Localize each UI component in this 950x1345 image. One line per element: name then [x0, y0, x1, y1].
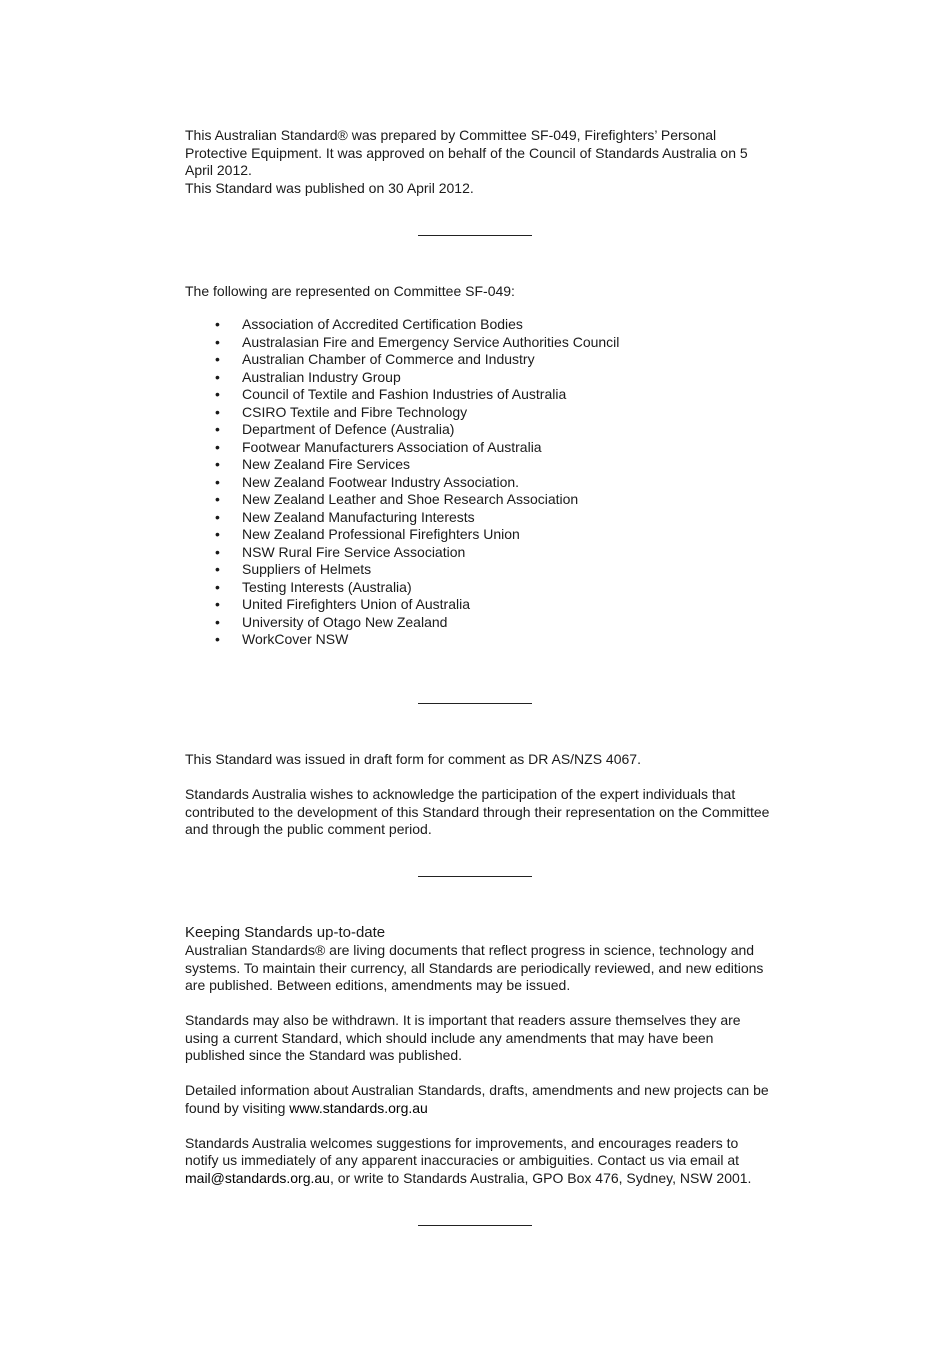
website-link[interactable]: www.standards.org.au	[289, 1099, 428, 1116]
list-item: • Council of Textile and Fashion Industries of Australia	[185, 386, 775, 404]
list-item: • New Zealand Fire Services	[185, 456, 775, 474]
divider	[418, 703, 532, 704]
keeping-section	[185, 924, 775, 1187]
list-item: • Testing Interests (Australia)	[185, 579, 775, 597]
keeping-paragraph-4	[185, 1135, 775, 1188]
list-item: • New Zealand Professional Firefighters Union	[185, 526, 775, 544]
keeping-paragraph-2: Standards may also be withdrawn. It is important that readers assure themselves they are using a current Standard, which should include any amendments that may have been published since the Standard was published.	[185, 1012, 741, 1063]
keeping-paragraph-3	[185, 1082, 775, 1117]
draft-acknowledge: Standards Australia wishes to acknowledge the participation of the expert individuals that contributed to the development of this Standard through their representation on the Committee and through the public comment period.	[185, 786, 770, 837]
draft-section	[185, 751, 775, 839]
divider	[418, 1225, 532, 1226]
draft-issued: This Standard was issued in draft form for comment as DR AS/NZS 4067.	[185, 751, 641, 767]
list-item: • Australasian Fire and Emergency Service Authorities Council	[185, 334, 775, 352]
intro-prepared: This Australian Standard® was prepared by Committee SF-049, Firefighters’ Personal Protective Equipment. It was approved on behalf of the Council of Standards Australia on 5 April 2012.	[185, 127, 748, 178]
list-item: • NSW Rural Fire Service Association	[185, 544, 775, 562]
keeping-paragraph-1: Australian Standards® are living documents that reflect progress in science, technology and systems. To maintain their currency, all Standards are periodically reviewed, and new editions are published. Between editions, amendments may be issued.	[185, 942, 764, 993]
keeping-paragraph-4-tail: , or write to Standards Australia, GPO Box 476, Sydney, NSW 2001.	[329, 1169, 752, 1186]
divider	[418, 235, 532, 236]
list-item: • Suppliers of Helmets	[185, 561, 775, 579]
list-item: • Australian Industry Group	[185, 369, 775, 387]
intro-section	[185, 127, 775, 197]
committee-members-list	[185, 316, 775, 649]
committee-section	[185, 283, 775, 649]
list-item: • Association of Accredited Certification Bodies	[185, 316, 775, 334]
section-heading: Keeping Standards up-to-date	[185, 924, 386, 941]
list-item: • Footwear Manufacturers Association of Australia	[185, 439, 775, 457]
list-item: • New Zealand Footwear Industry Association.	[185, 474, 775, 492]
keeping-paragraph-3-text: Detailed information about Australian Standards, drafts, amendments and new projects can be found by visiting	[185, 1082, 769, 1116]
list-item: • New Zealand Leather and Shoe Research Association	[185, 491, 775, 509]
intro-published: This Standard was published on 30 April 2012.	[185, 179, 474, 196]
list-item: • Australian Chamber of Commerce and Industry	[185, 351, 775, 369]
committee-lead: The following are represented on Committee SF-049:	[185, 283, 515, 299]
list-item: • United Firefighters Union of Australia	[185, 596, 775, 614]
list-item: • CSIRO Textile and Fibre Technology	[185, 404, 775, 422]
divider	[418, 876, 532, 877]
list-item: • Department of Defence (Australia)	[185, 421, 775, 439]
list-item: • WorkCover NSW	[185, 631, 775, 649]
keeping-paragraph-4-text: Standards Australia welcomes suggestions for improvements, and encourages readers to notify us immediately of any apparent inaccuracies or ambiguities. Contact us via email at	[185, 1134, 740, 1168]
list-item: • University of Otago New Zealand	[185, 614, 775, 632]
list-item: • New Zealand Manufacturing Interests	[185, 509, 775, 527]
email-link[interactable]: mail@standards.org.au	[185, 1169, 330, 1186]
